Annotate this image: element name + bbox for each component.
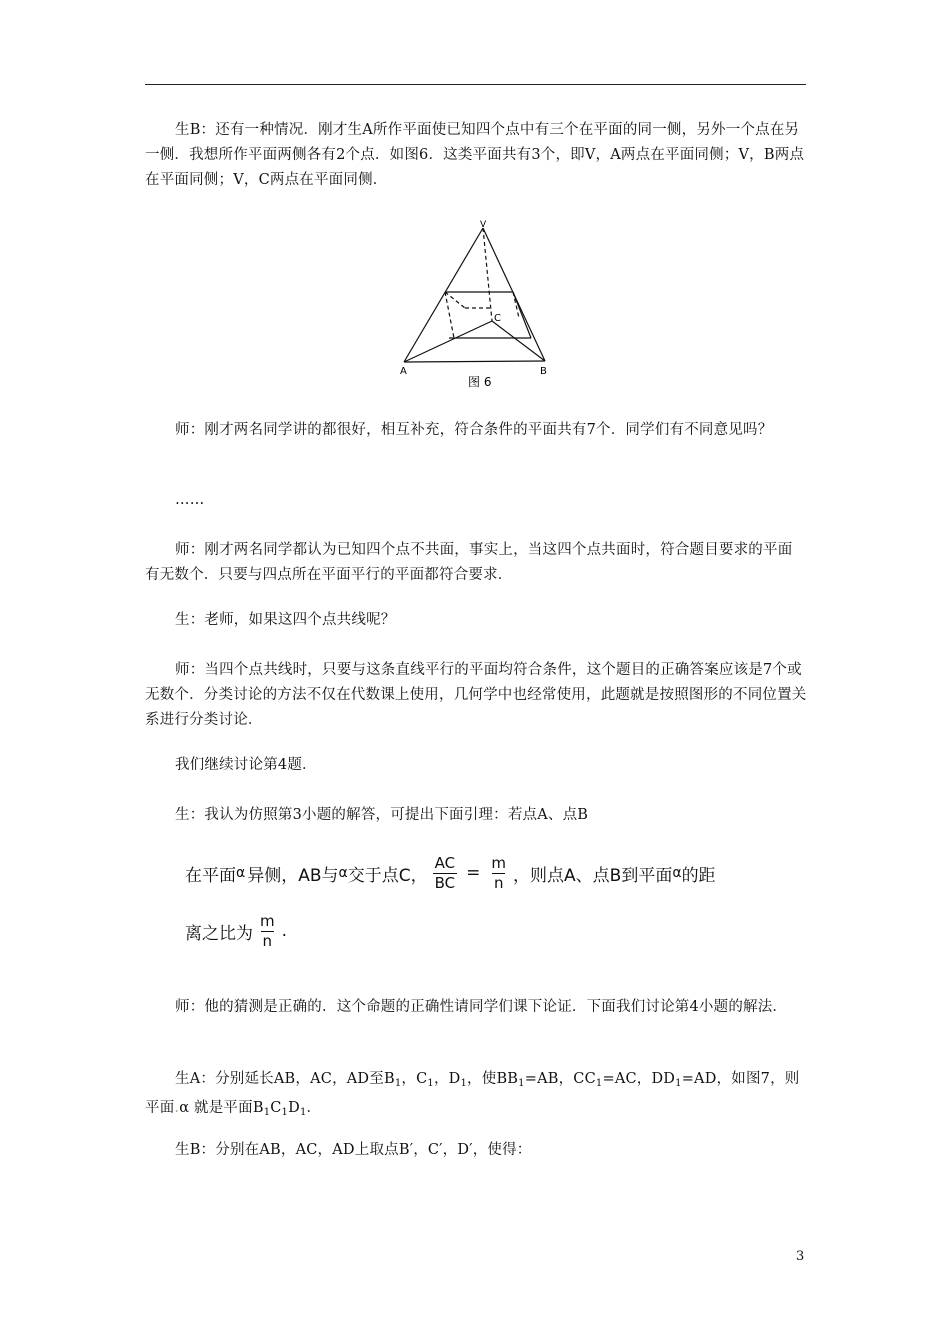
- formula-text-plane: 在平面: [185, 865, 236, 886]
- edge-ab: [404, 361, 545, 362]
- fraction-numerator-m: m: [491, 853, 507, 872]
- edge-vc-hidden: [483, 228, 492, 321]
- formula-text-distance: ，则点A、点B到平面: [513, 865, 673, 886]
- header-rule: [145, 84, 806, 85]
- formula-line-2: [185, 906, 287, 956]
- fraction-denominator-n: n: [493, 873, 504, 892]
- paragraph-teacher-coplanar: 师：刚才两名同学都认为已知四个点不共面，事实上，当这四个点共面时，符合题目要求的平面有无数个．只要与四点所在平面平行的平面都符合要求．: [145, 542, 793, 583]
- figure-6-pyramid: [395, 218, 555, 390]
- section-inner-a: [445, 292, 465, 308]
- fraction-numerator-ac: AC: [434, 853, 456, 872]
- formula-equals: =: [466, 863, 481, 883]
- figure-caption: 图 6: [468, 375, 492, 389]
- section-right: [513, 292, 531, 338]
- fraction-m-n-2: [258, 912, 277, 951]
- fraction-numerator-m-2: m: [260, 911, 275, 930]
- paragraph-continue-q4: 我们继续讨论第4题．: [175, 757, 317, 773]
- fraction-ac-bc: [433, 854, 458, 893]
- label-b: B: [540, 366, 547, 377]
- formula-alpha-3: α: [672, 865, 682, 881]
- paragraph-student-collinear: 生：老师，如果这四个点共线呢？: [175, 612, 396, 628]
- paragraph-student-b-cases: 生B：还有一种情况．刚才生A所作平面使已知四个点中有三个在平面的同一侧，另外一个点在另一侧．我想所作平面两侧各有2个点．如图6．这类平面共有3个，即V，A两点在平面同侧；V，B两点在平面同侧；V，C两点在平面同侧．: [145, 122, 805, 188]
- fraction-denominator-n-2: n: [262, 931, 273, 950]
- label-a: A: [400, 366, 407, 377]
- formula-line-1: [185, 848, 716, 898]
- page-number: 3: [796, 1249, 805, 1264]
- formula-text-ab: 异侧，AB与: [247, 865, 339, 886]
- section-left-hidden: [445, 292, 454, 338]
- formula-alpha-2: α: [338, 865, 348, 881]
- formula-text-intersect: 交于点C，: [347, 865, 428, 886]
- paragraph-teacher-answer: 师：当四个点共线时，只要与这条直线平行的平面均符合条件，这个题目的正确答案应该是7个或无数个．分类讨论的方法不仅在代数课上使用，几何学中也经常使用，此题就是按照图形的不同位置关系进行分类讨论．: [145, 662, 807, 728]
- paragraph-ellipsis: ……: [175, 492, 205, 508]
- label-v: V: [480, 220, 487, 230]
- label-c: C: [494, 313, 501, 324]
- edge-cb: [492, 321, 545, 361]
- formula-period: .: [281, 921, 288, 941]
- paragraph-student-b-points: 生B：分别在AB，AC，AD上取点B′，C′，D′，使得：: [175, 1142, 532, 1158]
- formula-alpha: α: [236, 865, 246, 881]
- lemma-formula: [185, 848, 785, 958]
- paragraph-student-a-extend: 生A：分别延长AB，AC，AD至$B_1$，$C_1$，$D_1$，使$BB_1=AB$，$CC_1=AC$，$DD_1=AD$，如图7，则平面.α 就是平面$B_1C_1D_1$．: [145, 1071, 800, 1118]
- paragraph-teacher-conjecture: 师：他的猜测是正确的．这个命题的正确性请同学们课下论证．下面我们讨论第4小题的解法．: [175, 999, 788, 1015]
- fraction-m-n: [489, 854, 508, 893]
- edge-va: [404, 228, 483, 362]
- paragraph-teacher-seven-planes: 师：刚才两名同学讲的都很好，相互补充，符合条件的平面共有7个．同学们有不同意见吗？: [175, 422, 773, 438]
- formula-text-ratio: 离之比为: [185, 923, 253, 944]
- paragraph-student-lemma: 生：我认为仿照第3小题的解答，可提出下面引理：若点A、点B: [175, 807, 589, 823]
- annotation-dot: .: [174, 1100, 180, 1116]
- edge-ac: [404, 321, 492, 362]
- fraction-denominator-bc: BC: [434, 873, 456, 892]
- formula-text-ju: 的距: [681, 865, 716, 886]
